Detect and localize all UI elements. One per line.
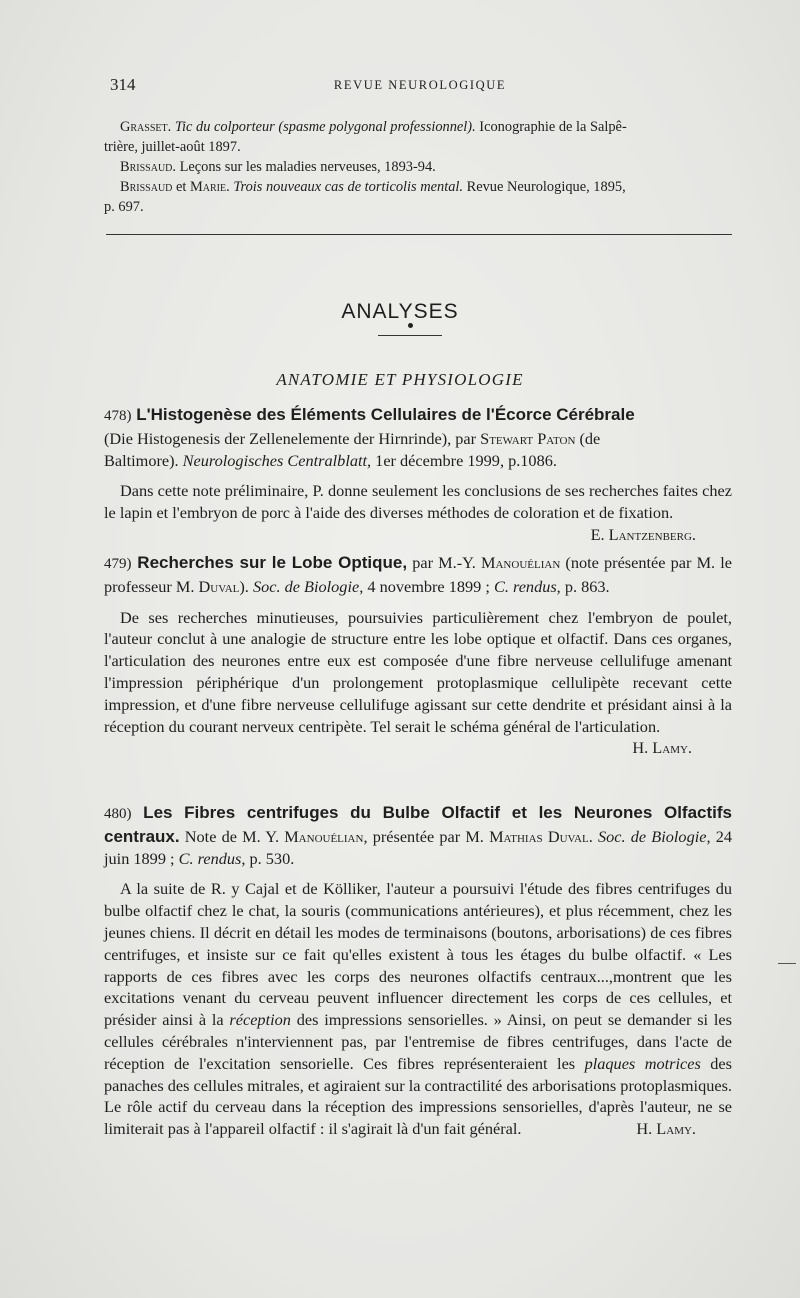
article-signature: H. Lamy. <box>632 738 692 758</box>
article-heading: 480) Les Fibres centrifuges du Bulbe Olfactif et les Neurones Olfactifs centraux. Note de M. Y. Manouélian, présentée par M. Mathias Duval. Soc. de Biologie, 24 juin 1899 ; C. rendus, p. 530. <box>104 803 732 868</box>
article-heading: 478) L'Histogenèse des Éléments Cellulaires de l'Écorce Cérébrale (Die Histogenesis der Zellenelemente der Hirnrinde), par Stewart Paton (de Baltimore). Neurologisches Centralblatt, 1er décembre 1999, p.1086. <box>104 405 635 470</box>
article-478 <box>104 404 732 546</box>
heading-ornament-dot <box>408 323 413 328</box>
article-body: De ses recherches minutieuses, poursuivies particulièrement chez l'embryon de poulet, l'auteur conclut à une analogie de structure entre les lobe optique et olfactif. Dans ces organes, l'articulation des neurones entre eux est composée d'une fibre nerveuse cellulifuge amenant l'impression périphérique d'un prolongement protoplasmique cellulipète recevant cette impression, et d'une fibre nerveuse cellulifuge agissant sur cette dendrite et présidant ainsi à la réception du courant nerveux centripète. Tel serait le schéma général de l'articulation. <box>104 607 732 736</box>
article-heading: 479) Recherches sur le Lobe Optique, par M.-Y. Manouélian (note présentée par M. le professeur M. Duval). Soc. de Biologie, 4 novembre 1899 ; C. rendus, p. 863. <box>104 553 733 596</box>
article-479 <box>104 552 732 759</box>
reference-item: Grasset. Tic du colporteur (spasme polygonal professionnel). Iconographie de la Salpê- trière, juillet-août 1897. <box>104 119 627 155</box>
reference-item: Brissaud et Marie. Trois nouveaux cas de torticolis mental. Revue Neurologique, 1895, p. 697. <box>104 179 626 215</box>
page-heading: ANALYSES <box>341 300 459 323</box>
article-body: A la suite de R. y Cajal et de Kölliker, l'auteur a poursuivi l'étude des fibres centrifuges du bulbe olfactif chez le chat, la souris (communications antérieures), et plus récemment, chez les jeunes chiens. Il décrit en détail les modes de terminaisons (boutons, arborisations) de ces fibres centrifuges, et insiste sur ce fait qu'elles existent à tous les étages du bulbe olfactif. « Les rapports de ces fibres avec les corps des neurones olfactifs centraux...,montrent que les excitations venant du cerveau peuvent influencer directement les corps de ces cellules, et présider ainsi à la réception des impressions sensorielles. » Ainsi, on peut se demander si les cellules cérébrales n'interviennent pas, par l'entremise de fibres centrifuges, dans l'acte de réception de l'excitation sensorielle. Ces fibres représenteraient les plaques motrices des panaches des cellules mitrales, et agiraient sur la contractilité des arborisations protoplasmiques. Le rôle actif du cerveau dans la réception des impressions sensorielles, d'après l'auteur, ne se limiterait pas à l'appareil olfactif : il s'agirait là d'un fait général. H. Lamy. <box>104 879 732 1139</box>
running-title: REVUE NEUROLOGIQUE <box>333 78 507 92</box>
page-header <box>110 75 730 97</box>
article-signature: E. Lantzenberg. <box>590 524 696 544</box>
margin-mark <box>778 963 796 964</box>
article-480 <box>104 802 732 1140</box>
page-number: 314 <box>110 75 136 94</box>
article-signature: H. Lamy. <box>636 1119 696 1139</box>
article-body: Dans cette note préliminaire, P. donne seulement les conclusions de ses recherches faites chez le lapin et l'embryon de porc à l'aide des diverses méthodes de coloration et de fixation. E. Lantzenberg. <box>104 481 732 544</box>
section-title: ANATOMIE ET PHYSIOLOGIE <box>276 370 524 389</box>
reference-item: Brissaud. Leçons sur les maladies nerveuses, 1893-94. <box>120 159 436 175</box>
reference-list <box>104 117 736 217</box>
section-divider <box>106 234 732 235</box>
heading-ornament-rule <box>378 335 442 336</box>
